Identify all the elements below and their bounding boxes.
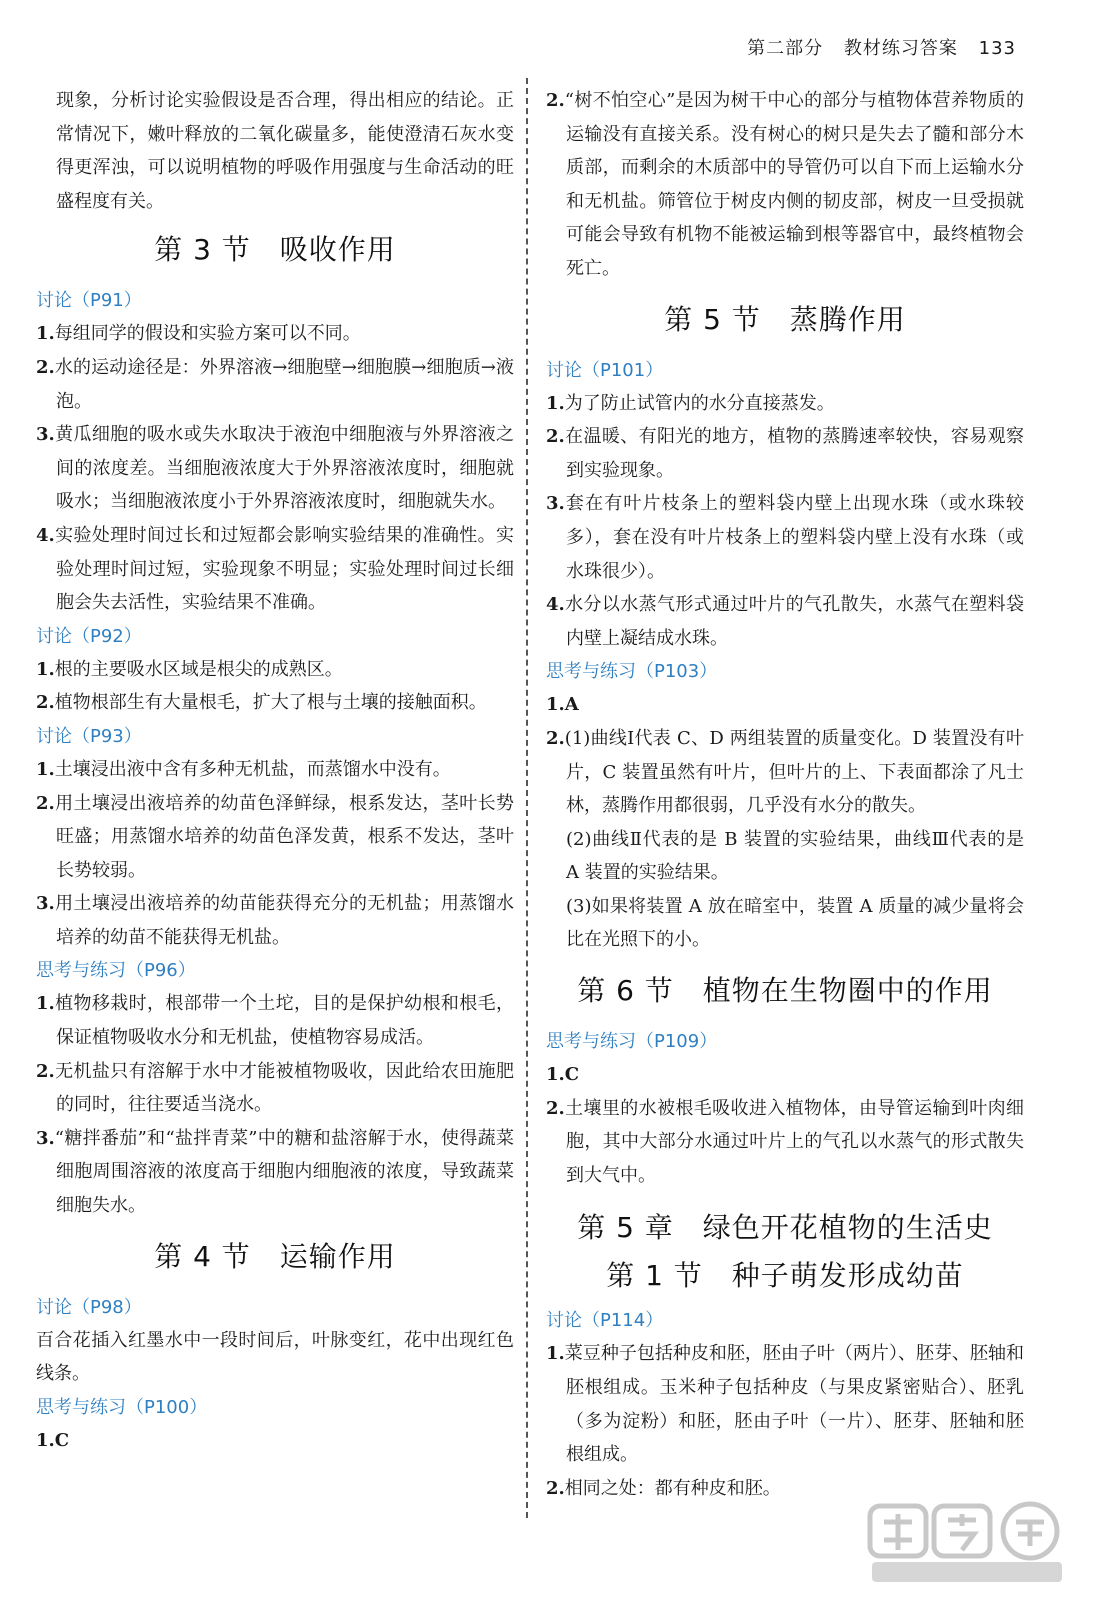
discussion-label-p114: 讨论（P114）: [546, 1310, 664, 1332]
watermark-logo-icon: [866, 1500, 1066, 1586]
intro-paragraph: 现象，分析讨论实验假设是否合理，得出相应的结论。正常情况下，嫩叶释放的二氧化碳量多，能使澄清石灰水变得更浑浊，可以说明植物的呼吸作用强度与生命活动的旺盛程度有关。: [56, 90, 514, 212]
section-title-4: 第 4 节 运输作用: [154, 1239, 396, 1273]
left-column: [36, 84, 514, 1457]
answer-choice: 1.A: [546, 694, 579, 716]
discussion-label-p91: 讨论（P91）: [36, 290, 142, 312]
list-sub-item: (2)曲线Ⅱ代表的是 B 装置的实验结果，曲线Ⅲ代表的是 A 装置的实验结果。: [566, 828, 1024, 884]
section-title-3: 第 3 节 吸收作用: [154, 233, 396, 267]
list-item: 2.(1)曲线Ⅰ代表 C、D 两组装置的质量变化。D 装置没有叶片，C 装置虽然有叶片，但叶片的上、下表面都涂了凡士林，蒸腾作用都很弱，几乎没有水分的散失。: [546, 727, 1024, 817]
exercise-label-p100: 思考与练习（P100）: [36, 1396, 208, 1418]
list-item: 2.植物根部生有大量根毛，扩大了根与土壤的接触面积。: [36, 692, 487, 714]
answer-choice: 1.C: [546, 1064, 580, 1086]
list-item: 1.土壤浸出液中含有多种无机盐，而蒸馏水中没有。: [36, 758, 451, 780]
header-section: 教材练习答案: [843, 38, 958, 59]
list-item: 2.水的运动途径是：外界溶液→细胞壁→细胞膜→细胞质→液泡。: [36, 356, 514, 412]
right-column: [546, 84, 1024, 1505]
list-item: 3.用土壤浸出液培养的幼苗能获得充分的无机盐；用蒸馏水培养的幼苗不能获得无机盐。: [36, 893, 514, 948]
list-item: 2.在温暖、有阳光的地方，植物的蒸腾速率较快，容易观察到实验现象。: [546, 426, 1024, 481]
list-item: 1.每组同学的假设和实验方案可以不同。: [36, 323, 361, 345]
list-item: 2.无机盐只有溶解于水中才能被植物吸收，因此给农田施肥的同时，往往要适当浇水。: [36, 1060, 514, 1116]
list-item: 3.黄瓜细胞的吸水或失水取决于液泡中细胞液与外界溶液之间的浓度差。当细胞液浓度大于外界溶液浓度时，细胞就吸水；当细胞液浓度小于外界溶液浓度时，细胞就失水。: [36, 424, 514, 513]
list-sub-item: (3)如果将装置 A 放在暗室中，装置 A 质量的减少量将会比在光照下的小。: [566, 895, 1024, 951]
answer-paragraph: 百合花插入红墨水中一段时间后，叶脉变红，花中出现红色线条。: [36, 1329, 514, 1385]
list-item: 1.为了防止试管内的水分直接蒸发。: [546, 392, 835, 414]
list-item: 2.“树不怕空心”是因为树干中心的部分与植物体营养物质的运输没有直接关系。没有树心的树只是失去了髓和部分木质部，而剩余的木质部中的导管仍可以自下而上运输水分和无机盐。筛管位于树皮内侧的韧皮部，树皮一旦受损就可能会导致有机物不能被运输到根等器官中，最终植物会死亡。: [546, 90, 1024, 279]
discussion-label-p101: 讨论（P101）: [546, 359, 664, 381]
list-item: 2.相同之处：都有种皮和胚。: [546, 1477, 781, 1499]
chapter-title-5: 第 5 章 绿色开花植物的生活史: [577, 1211, 993, 1245]
answer-choice: 1.C: [36, 1429, 70, 1451]
header-part: 第二部分: [747, 38, 824, 59]
chapter5-section-title-1: 第 1 节 种子萌发形成幼苗: [606, 1259, 964, 1293]
exercise-label-p109: 思考与练习（P109）: [546, 1031, 718, 1053]
list-item: 4.水分以水蒸气形式通过叶片的气孔散失，水蒸气在塑料袋内壁上凝结成水珠。: [546, 594, 1024, 649]
discussion-label-p93: 讨论（P93）: [36, 725, 142, 747]
list-item: 3.套在有叶片枝条上的塑料袋内壁上出现水珠（或水珠较多），套在没有叶片枝条上的塑料袋内壁上没有水珠（或水珠很少）。: [546, 493, 1024, 582]
exercise-label-p103: 思考与练习（P103）: [546, 661, 718, 683]
section-title-6: 第 6 节 植物在生物圈中的作用: [577, 974, 993, 1008]
page-number: 133: [978, 38, 1016, 59]
section-title-5: 第 5 节 蒸腾作用: [664, 302, 906, 336]
discussion-label-p98: 讨论（P98）: [36, 1296, 142, 1318]
watermark-logo: [866, 1500, 1066, 1586]
list-item: 3.“糖拌番茄”和“盐拌青菜”中的糖和盐溶解于水，使得蔬菜细胞周围溶液的浓度高于细胞内细胞液的浓度，导致蔬菜细胞失水。: [36, 1127, 514, 1217]
list-item: 4.实验处理时间过长和过短都会影响实验结果的准确性。实验处理时间过短，实验现象不明显；实验处理时间过长细胞会失去活性，实验结果不准确。: [36, 524, 514, 614]
page-header: [733, 34, 1016, 60]
discussion-label-p92: 讨论（P92）: [36, 625, 142, 647]
exercise-label-p96: 思考与练习（P96）: [36, 960, 196, 982]
column-divider: [526, 78, 528, 1518]
list-item: 1.菜豆种子包括种皮和胚，胚由子叶（两片）、胚芽、胚轴和胚根组成。玉米种子包括种皮（与果皮紧密贴合）、胚乳（多为淀粉）和胚，胚由子叶（一片）、胚芽、胚轴和胚根组成。: [546, 1343, 1024, 1466]
list-item: 2.土壤里的水被根毛吸收进入植物体，由导管运输到叶肉细胞，其中大部分水通过叶片上的气孔以水蒸气的形式散失到大气中。: [546, 1097, 1024, 1186]
list-item: 1.植物移栽时，根部带一个土坨，目的是保护幼根和根毛，保证植物吸收水分和无机盐，使植物容易成活。: [36, 993, 514, 1049]
list-item: 1.根的主要吸水区域是根尖的成熟区。: [36, 658, 343, 680]
list-item: 2.用土壤浸出液培养的幼苗色泽鲜绿，根系发达，茎叶长势旺盛；用蒸馏水培养的幼苗色泽发黄，根系不发达，茎叶长势较弱。: [36, 792, 514, 881]
